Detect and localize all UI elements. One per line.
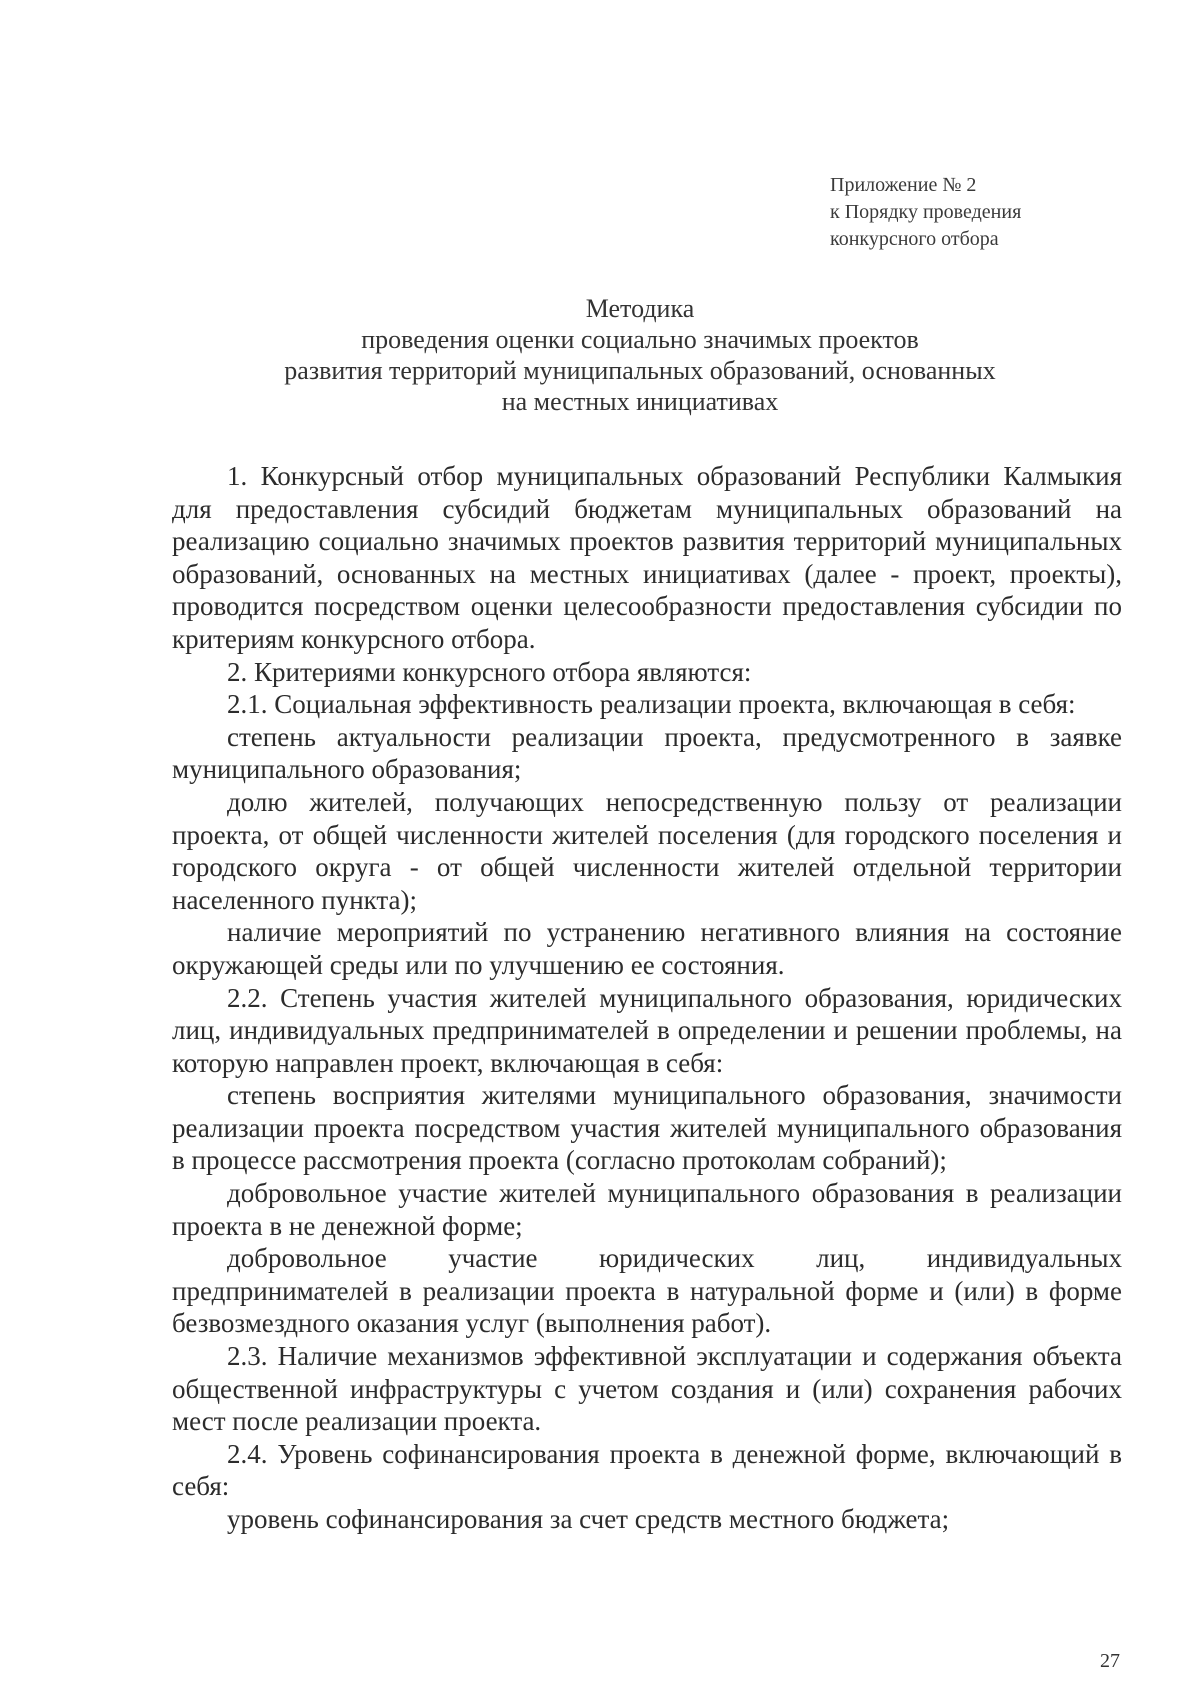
paragraph: добровольное участие юридических лиц, индивидуальных предпринимателей в реализации проекта в натуральной форме и (или) в форме безвозмездного оказания услуг (выполнения работ). — [172, 1243, 1122, 1339]
paragraph: 2.2. Степень участия жителей муниципального образования, юридических лиц, индивидуальных предпринимателей в определении и решении проблемы, на которую направлен проект, включающая в себя: — [172, 982, 1122, 1078]
document-title — [160, 293, 1120, 417]
paragraph: 1. Конкурсный отбор муниципальных образований Республики Калмыкия для предоставления субсидий бюджетам муниципальных образований на реализацию социально значимых проектов развития территорий муниципальных образований, основанных на местных инициативах (далее - проект, проекты), проводится посредством оценки целесообразности предоставления субсидии по критериям конкурсного отбора. — [172, 461, 1122, 654]
page-number: 27 — [1100, 1650, 1120, 1672]
paragraph: степень актуальности реализации проекта, предусмотренного в заявке муниципального образования; — [172, 721, 1122, 785]
paragraph: 2.1. Социальная эффективность реализации проекта, включающая в себя: — [227, 689, 1076, 720]
document-body — [172, 460, 1122, 1536]
title-line: на местных инициативах — [501, 387, 779, 416]
paragraph: уровень софинансирования за счет средств местного бюджета; — [227, 1504, 950, 1534]
paragraph: наличие мероприятий по устранению негативного влияния на состояние окружающей среды или по улучшению ее состояния. — [172, 917, 1122, 980]
paragraph: 2.4. Уровень софинансирования проекта в денежной форме, включающий в себя: — [172, 1438, 1122, 1502]
paragraph: долю жителей, получающих непосредственную пользу от реализации проекта, от общей численности жителей поселения (для городского поселения и городского округа - от общей численности жителей отдельной территории населенного пункта); — [172, 786, 1122, 915]
appendix-note — [830, 172, 1021, 253]
appendix-line: Приложение № 2 — [830, 174, 977, 196]
title-line: Методика — [585, 294, 695, 323]
paragraph: 2. Критериями конкурсного отбора являются: — [227, 656, 752, 687]
appendix-line: к Порядку проведения — [830, 201, 1022, 223]
title-line: развития территорий муниципальных образований, основанных — [284, 356, 996, 385]
paragraph: 2.3. Наличие механизмов эффективной эксплуатации и содержания объекта общественной инфраструктуры с учетом создания и (или) сохранения рабочих мест после реализации проекта. — [172, 1341, 1122, 1437]
paragraph: степень восприятия жителями муниципального образования, значимости реализации проекта посредством участия жителей муниципального образования в процессе рассмотрения проекта (согласно протоколам собраний); — [172, 1080, 1122, 1176]
paragraph: добровольное участие жителей муниципального образования в реализации проекта в не денежной форме; — [172, 1178, 1122, 1241]
title-line: проведения оценки социально значимых проектов — [361, 325, 919, 354]
appendix-line: конкурсного отбора — [830, 228, 999, 250]
